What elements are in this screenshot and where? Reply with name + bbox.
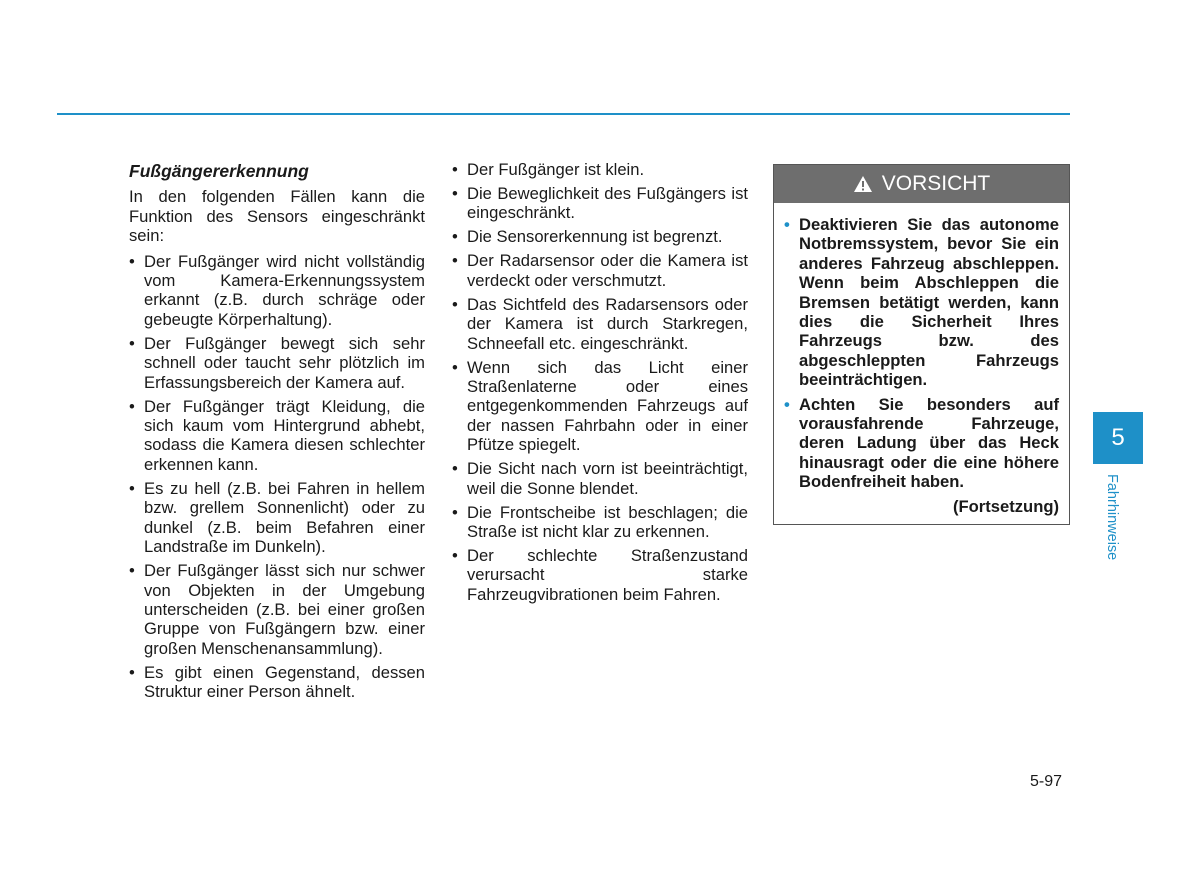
bullet-icon: •	[452, 294, 458, 314]
caution-header	[774, 165, 1069, 203]
caution-item: • Deaktivieren Sie das autonome Notbremssystem, bevor Sie ein anderes Fahrzeug abschleppen. Wenn beim Abschleppen die Bremsen betätigt werden, kann dies die Sicherheit Ihres Fahrzeugs bzw. des abgeschleppten Fahrzeugs beeinträchtigen.	[784, 215, 1059, 390]
left-bullet-list	[129, 252, 425, 702]
section-title: Fußgängererkennung	[129, 161, 309, 181]
chapter-label: Fahrhinweise	[1104, 474, 1120, 561]
bullet-icon: •	[129, 396, 135, 416]
bullet-icon: •	[129, 561, 135, 581]
caution-box	[773, 164, 1070, 525]
page-number: 5-97	[1030, 773, 1063, 790]
middle-bullet-list	[452, 160, 748, 604]
list-item: • Der Fußgänger trägt Kleidung, die sich kaum vom Hintergrund abhebt, sodass die Kamera diesen schlechter erkennen kann.	[129, 396, 425, 474]
list-item: • Es zu hell (z.B. bei Fahren in hellem bzw. grellem Sonnenlicht) oder zu dunkel (z.B. beim Befahren einer Landstraße im Dunkeln).	[129, 478, 425, 557]
left-column	[129, 160, 425, 706]
bullet-icon: •	[129, 478, 135, 498]
list-item: • Der Radarsensor oder die Kamera ist verdeckt oder verschmutzt.	[452, 251, 748, 290]
bullet-icon: •	[452, 357, 458, 377]
list-item: • Der schlechte Straßenzustand verursacht starke Fahrzeugvibrationen beim Fahren.	[452, 546, 748, 604]
list-item: • Die Frontscheibe ist beschlagen; die Straße ist nicht klar zu erkennen.	[452, 502, 748, 542]
continuation-note: (Fortsetzung)	[953, 496, 1059, 516]
bullet-icon: •	[452, 227, 458, 247]
list-item: • Der Fußgänger wird nicht vollständig vom Kamera-Erkennungssystem erkannt (z.B. durch schräge oder gebeugte Körperhaltung).	[129, 251, 425, 329]
bullet-icon: •	[452, 160, 458, 179]
chapter-tab: 5	[1093, 412, 1143, 464]
list-item: • Die Beweglichkeit des Fußgängers ist eingeschränkt.	[452, 184, 748, 223]
bullet-icon: •	[452, 459, 458, 479]
bullet-icon: •	[784, 394, 790, 414]
caution-item: • Achten Sie besonders auf vorausfahrende Fahrzeuge, deren Ladung über das Heck hinausragt oder die eine höhere Bodenfreiheit haben.	[784, 394, 1059, 492]
middle-column	[452, 160, 748, 609]
list-item: • Der Fußgänger bewegt sich sehr schnell oder taucht sehr plötzlich im Erfassungsbereich der Kamera auf.	[129, 333, 425, 392]
list-item: • Wenn sich das Licht einer Straßenlaterne oder eines entgegenkommenden Fahrzeugs auf der nassen Fahrbahn oder in einer Pfütze spiegelt.	[452, 357, 748, 455]
bullet-icon: •	[129, 251, 135, 271]
bullet-icon: •	[129, 333, 135, 353]
bullet-icon: •	[452, 184, 458, 203]
top-rule	[57, 113, 1070, 115]
bullet-icon: •	[784, 215, 790, 234]
caution-list	[784, 215, 1059, 492]
list-item: • Der Fußgänger ist klein.	[452, 160, 645, 179]
bullet-icon: •	[452, 502, 458, 522]
list-item: • Das Sichtfeld des Radarsensors oder der Kamera ist durch Starkregen, Schneefall etc. eingeschränkt.	[452, 294, 748, 353]
caution-body	[774, 203, 1069, 516]
list-item: • Die Sicht nach vorn ist beeinträchtigt, weil die Sonne blendet.	[452, 459, 748, 498]
list-item: • Es gibt einen Gegenstand, dessen Struktur einer Person ähnelt.	[129, 662, 425, 702]
bullet-icon: •	[452, 251, 458, 271]
list-item: • Der Fußgänger lässt sich nur schwer von Objekten in der Umgebung unterscheiden (z.B. bei einer großen Gruppe von Fußgängern bzw. einer großen Menschenansammlung).	[129, 561, 425, 658]
bullet-icon: •	[452, 546, 458, 566]
bullet-icon: •	[129, 662, 135, 682]
caution-title: VORSICHT	[881, 172, 991, 195]
warning-triangle-icon	[853, 175, 873, 193]
list-item: • Die Sensorerkennung ist begrenzt.	[452, 227, 723, 247]
intro-text: In den folgenden Fällen kann die Funktion des Sensors eingeschränkt sein:	[129, 187, 425, 246]
